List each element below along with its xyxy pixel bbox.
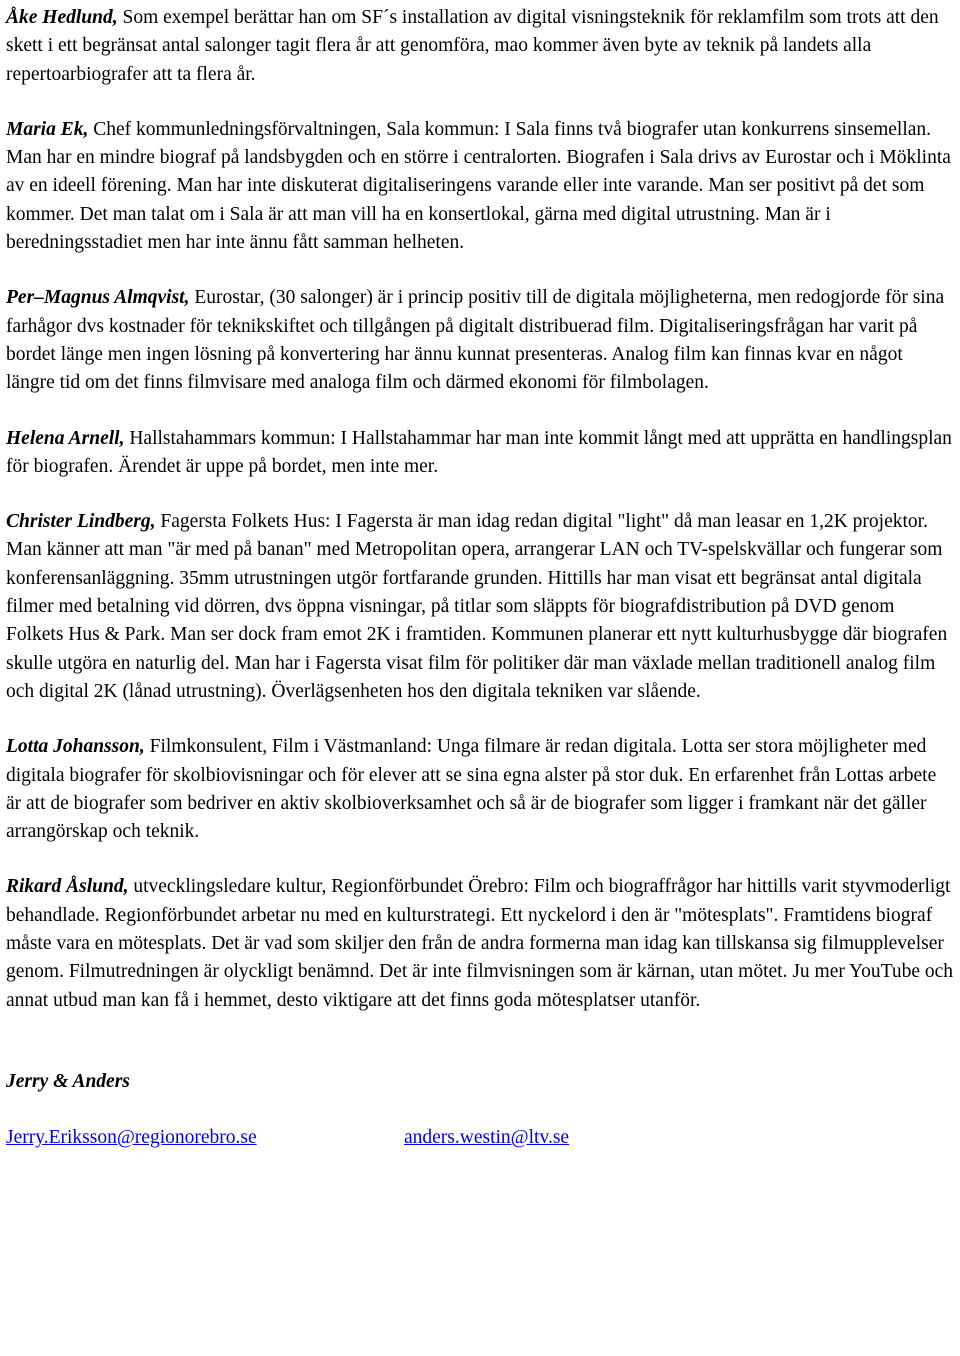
- paragraph-text: Fagersta Folkets Hus: I Fagersta är man idag redan digital "light" då man leasar en 1,2K projektor. Man känner att man "är med på banan" med Metropolitan opera, arrangerar LAN och TV-spelskvällar och fungerar som konferensanläggning. 35mm utrustningen utgör fortfarande grunden. Hittills har man visat ett begränsat antal digitala filmer med betalning vid dörren, dvs öppna visningar, på titlar som släppts för biografdistribution på DVD genom Folkets Hus & Park. Man ser dock fram emot 2K i framtiden. Kommunen planerar ett nytt kulturhusbygge där biografen skulle utgöra en naturlig del. Man har i Fagersta visat film för politiker där man växlade mellan traditionell analog film och digital 2K (lånad utrustning). Överlägsenheten hos den digitala tekniken var slående.: [6, 511, 948, 702]
- paragraph-text: Chef kommunledningsförvaltningen, Sala kommun: I Sala finns två biografer utan konkurrens sinsemellan. Man har en mindre biograf på landsbygden och en större i centralorten. Biografen i Sala drivs av Eurostar och i Möklinta av en ideell förening. Man har inte diskuterat digitaliseringens varande eller inte varande. Man ser positivt på det som kommer. Det man talat om i Sala är att man vill ha en konsertlokal, gärna med digital utrustning. Man är i beredningsstadiet men har inte ännu fått samman helheten.: [6, 118, 951, 254]
- paragraph-text: Som exempel berättar han om SF´s installation av digital visningsteknik för reklamfilm som trots att den skett i ett begränsat antal salonger tagit flera år att genomföra, mao kommer även byte av teknik på landets alla repertoarbiografer att ta flera år.: [6, 7, 939, 85]
- speaker-name: Helena Arnell,: [6, 427, 125, 449]
- speaker-name: Åke Hedlund,: [6, 7, 118, 28]
- contact-emails: [6, 1124, 956, 1152]
- signature: Jerry & Anders: [6, 1070, 130, 1092]
- paragraph-text: Hallstahammars kommun: I Hallstahammar har man inte kommit långt med att upprätta en handlingsplan för biografen. Ärendet är uppe på bordet, men inte mer.: [6, 427, 952, 477]
- paragraph-helena-arnell: [6, 425, 956, 482]
- document-page: [6, 4, 956, 1152]
- email-link-jerry[interactable]: Jerry.Eriksson@regionorebro.se: [6, 1126, 257, 1148]
- speaker-name: Lotta Johansson,: [6, 736, 145, 758]
- paragraph-text: utvecklingsledare kultur, Regionförbundet Örebro: Film och biograffrågor har hittills varit styvmoderligt behandlade. Regionförbundet arbetar nu med en kulturstrategi. Ett nyckelord i den är "mötesplats". Framtidens biograf måste vara en mötesplats. Det är vad som skiljer den från de andra formerna man idag kan tillskansa sig filmupplevelser genom. Filmutredningen är olyckligt benämnd. Det är inte filmvisningen som är kärnan, utan mötet. Ju mer YouTube och annat utbud man kan få i hemmet, desto viktigare att det finns goda mötesplatser utanför.: [6, 876, 954, 1011]
- email-link-anders[interactable]: anders.westin@ltv.se: [404, 1126, 570, 1148]
- paragraph-ake-hedlund: [6, 4, 956, 89]
- speaker-name: Rikard Åslund,: [6, 876, 129, 898]
- paragraph-maria-ek: [6, 116, 956, 257]
- paragraph-lotta-johansson: [6, 733, 956, 846]
- paragraph-per-magnus-almqvist: [6, 284, 956, 397]
- speaker-name: Maria Ek,: [6, 118, 89, 140]
- paragraph-rikard-aslund: [6, 873, 956, 1014]
- paragraph-christer-lindberg: [6, 508, 956, 706]
- paragraph-text: Eurostar, (30 salonger) är i princip positiv till de digitala möjligheterna, men redogjorde för sina farhågor dvs kostnader för teknikskiftet och tillgången på digitalt distribuerad film. Digitaliseringsfrågan har varit på bordet länge men ingen lösning på konvertering har ännu kunnat presenteras. Analog film kan finnas kvar en något längre tid om det finns filmvisare med analoga film och därmed ekonomi för filmbolagen.: [6, 287, 945, 394]
- speaker-name: Per–Magnus Almqvist,: [6, 287, 190, 309]
- speaker-name: Christer Lindberg,: [6, 511, 156, 533]
- paragraph-text: Filmkonsulent, Film i Västmanland: Unga filmare är redan digitala. Lotta ser stora möjligheter med digitala biografer för skolbiovisningar och för elever att se sina egna alster på stor duk. En erfarenhet från Lottas arbete är att de biografer som bedriver en aktiv skolbioverksamhet och så är de biografer som ligger i framkant när det gäller arrangörskap och teknik.: [6, 736, 937, 843]
